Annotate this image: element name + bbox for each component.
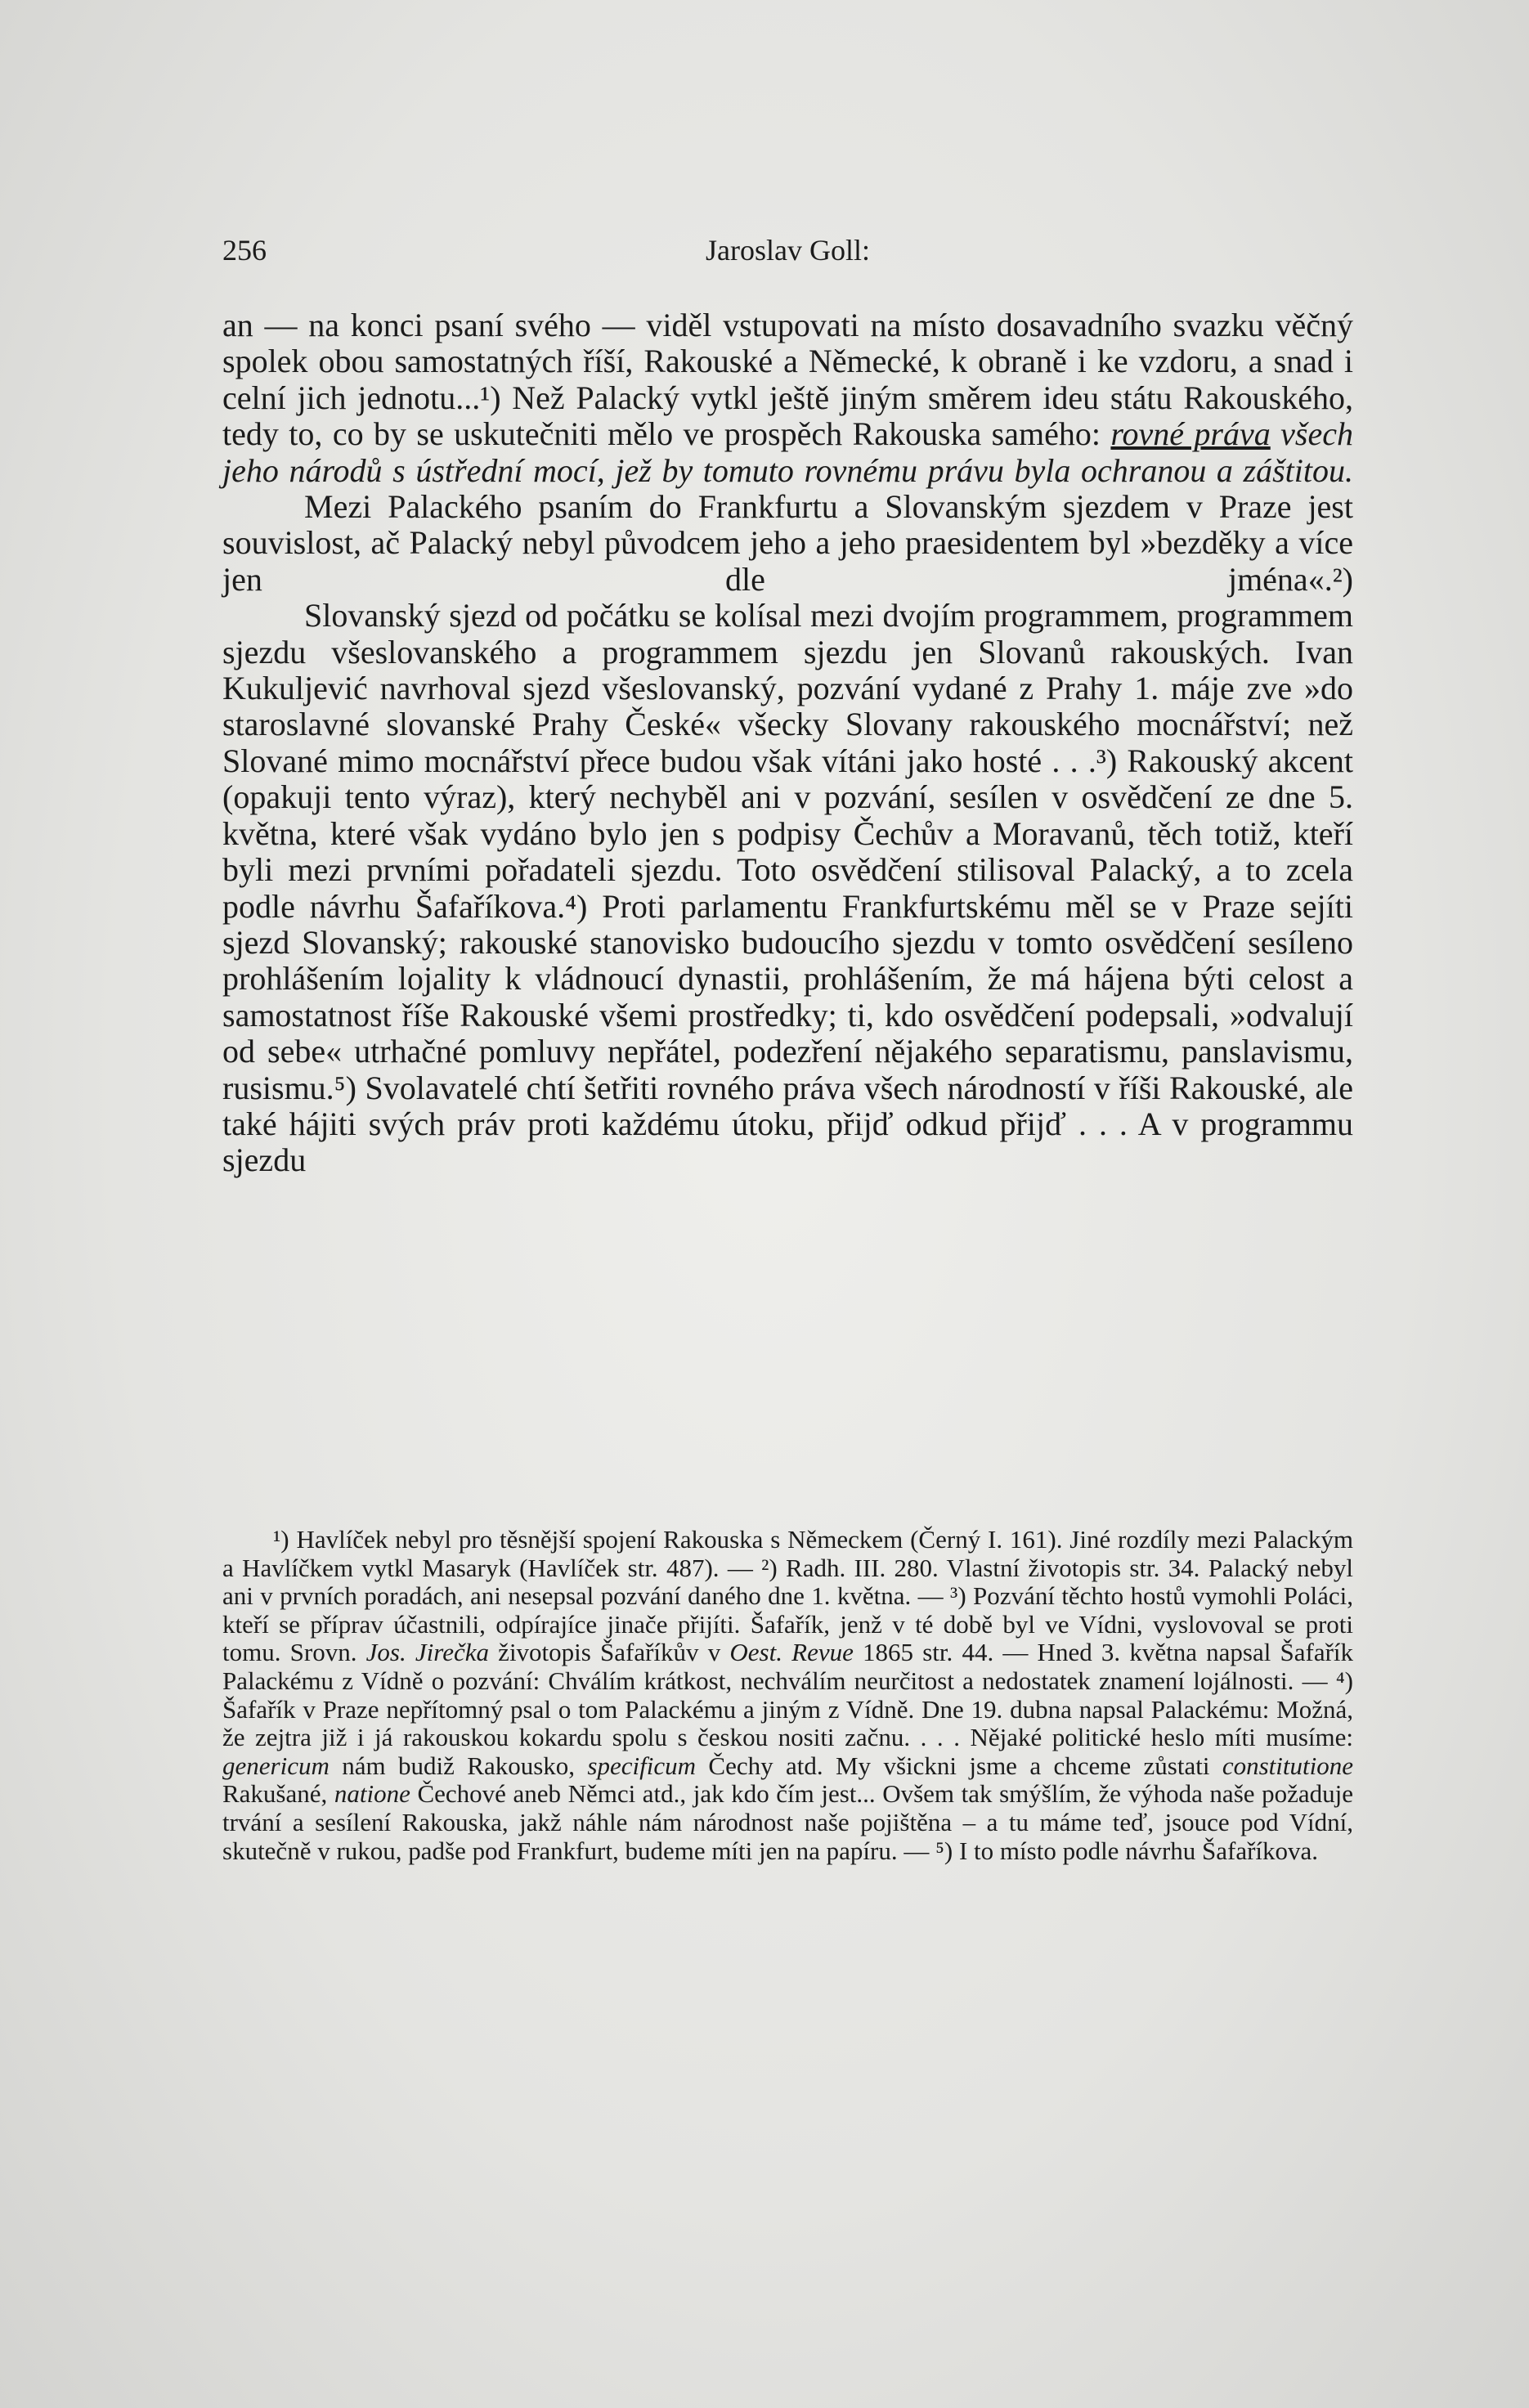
running-title: Jaroslav Goll: xyxy=(706,234,870,267)
footnote-rule xyxy=(222,1511,1353,1513)
footnote-block: ¹) Havlíček nebyl pro těsnější spojení Rakouska s Německem (Černý I. 161). Jiné rozdíly mezi Palackým a Havlíčkem vytkl Masaryk (Havlíček str. 487). — ²) Radh. III. 280. Vlastní životopis str. 34. Palacký nebyl ani v prvních poradách, ani nesepsal pozvání daného dne 1. května. — ³) Pozvání těchto hostů vymohli Poláci, kteří se příprav účastnili, odpírajíce jinače přijíti. Šafařík, jenž v té době byl ve Vídni, vyslovoval se proti tomu. Srovn. Jos. Jirečka životopis Šafaříkův v Oest. Revue 1865 str. 44. — Hned 3. května napsal Šafařík Palackému z Vídně o pozvání: Chválím krátkost, nechválím neurčitost a nedostatek znamení lojálnosti. — ⁴) Šafařík v Praze nepřítomný psal o tom Palackému a jiným z Vídně. Dne 19. dubna napsal Palackému: Možná, že zejtra již i já rakouskou kokardu spolu s českou nositi začnu. . . . Nějaké politické heslo míti musíme: genericum nám budiž Rakousko, specificum Čechy atd. My všickni jsme a chceme zůstati constitutione Rakušané, natione Čechové aneb Němci atd., jak kdo čím jest... Ovšem tak smýšlím, že výhoda naše požaduje trvání a sesílení Rakouska, jakž náhle nám národnost naše pojištěna – a tu máme teď, jsouce pod Vídní, skutečně v rukou, padše pod Frankfurt, budeme míti jen na papíru. — ⁵) I to místo podle návrhu Šafaříkova. xyxy=(222,1525,1354,1865)
underlined-phrase: rovné práva xyxy=(1110,415,1271,453)
paragraph-1: an — na konci psaní svého — viděl vstupovati na místo dosavadního svazku věčný spolek obou samostatných říší, Rakouské a Německé, k obraně i ke vzdoru, a snad i celní jich jednotu...¹) Než Palacký vytkl ještě jiným směrem ideu státu Rakouského, tedy to, co by se uskutečniti mělo ve prospěch Rakouska samého: rovné práva všech jeho národů s ústřední mocí, jež by tomuto rovnému právu byla ochranou a záštitou. xyxy=(222,307,1353,489)
paragraph-2: Mezi Palackého psaním do Frankfurtu a Slovanským sjezdem v Praze jest souvislost, ač Palacký nebyl původcem jeho a jeho praesidentem byl »bezděky a více jen dle jména«.²) xyxy=(222,488,1353,598)
page-number: 256 xyxy=(222,234,267,267)
footnotes xyxy=(222,1526,1353,1865)
running-header xyxy=(222,231,1353,270)
paragraph-3: Slovanský sjezd od počátku se kolísal mezi dvojím programmem, programmem sjezdu všeslovanského a programmem sjezdu jen Slovanů rakouských. Ivan Kukuljević navrhoval sjezd všeslovanský, pozvání vydané z Prahy 1. máje zve »do staroslavné slovanské Prahy České« všecky Slovany rakouského mocnářství; než Slované mimo mocnářství přece budou však vítáni jako hosté . . .³) Rakouský akcent (opakuji tento výraz), který nechyběl ani v pozvání, sesílen v osvědčení ze dne 5. května, které však vydáno bylo jen s podpisy Čechův a Moravanů, těch totiž, kteří byli mezi prvními pořadateli sjezdu. Toto osvědčení stilisoval Palacký, a to zcela podle návrhu Šafaříkova.⁴) Proti parlamentu Frankfurtskému měl se v Praze sejíti sjezd Slovanský; rakouské stanovisko budoucího sjezdu v tomto osvědčení sesíleno prohlášením lojality k vládnoucí dynastii, prohlášením, že má hájena býti celost a samostatnost říše Rakouské všemi prostředky; ti, kdo osvědčení podepsali, »odvalují od sebe« utrhačné pomluvy nepřátel, podezření nějakého separatismu, panslavismu, rusismu.⁵) Svolavatelé chtí šetřiti rovného práva všech národností v říši Rakouské, ale také hájiti svých práv proti každému útoku, přijď odkud přijď . . . A v programmu sjezdu xyxy=(222,597,1353,1179)
main-text xyxy=(222,307,1353,1179)
